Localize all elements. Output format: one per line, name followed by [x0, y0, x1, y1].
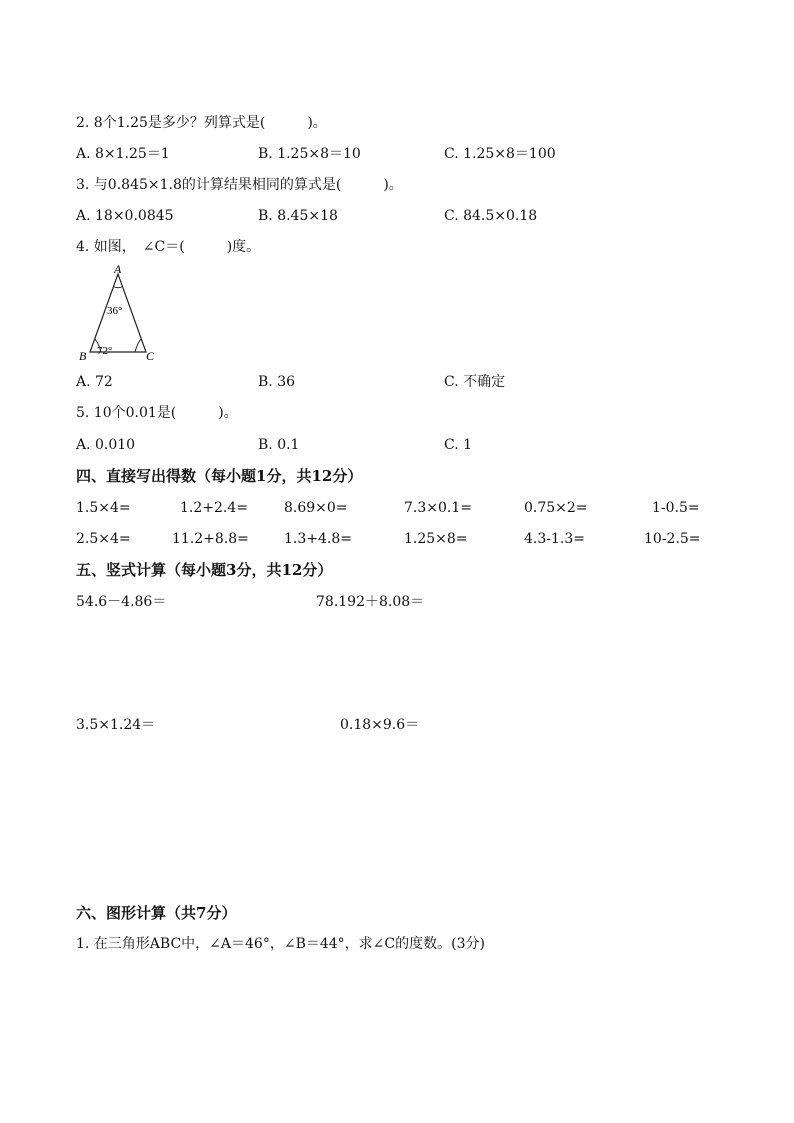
angle-c-arc [135, 339, 141, 352]
mental-calc-item: 10-2.5= [644, 531, 701, 547]
q4-option-c: C. 不确定 [444, 374, 506, 390]
q5-option-b: B. 0.1 [258, 437, 300, 453]
q2-option-b: B. 1.25×8＝10 [258, 146, 361, 162]
angle-a-arc [114, 287, 123, 288]
section6-title: 六、图形计算（共7分） [76, 904, 237, 922]
q3-option-c: C. 84.5×0.18 [444, 208, 538, 224]
q2-question: 2. 8个1.25是多少？列算式是( )。 [76, 115, 327, 131]
mental-calc-item: 1.2+2.4= [180, 500, 248, 516]
mental-calc-item: 1.3+4.8= [284, 531, 352, 547]
q5-question: 5. 10个0.01是( )。 [76, 405, 238, 421]
vertical-calc-item: 0.18×9.6＝ [340, 717, 420, 733]
section6-question-1: 1. 在三角形ABC中，∠A＝46°，∠B＝44°，求∠C的度数。(3分) [76, 936, 485, 952]
mental-calc-item: 7.3×0.1= [404, 500, 472, 516]
mental-calc-item: 4.3-1.3= [524, 531, 585, 547]
q4-option-a: A. 72 [76, 374, 113, 390]
mental-calc-item: 2.5×4= [76, 531, 131, 547]
q5-option-c: C. 1 [444, 437, 473, 453]
vertex-c-label: C [146, 349, 155, 363]
vertex-a-label: A [114, 262, 122, 276]
mental-calc-item: 8.69×0= [284, 500, 348, 516]
angle-a-label: 36° [107, 305, 123, 317]
q2-option-c: C. 1.25×8＝100 [444, 146, 556, 162]
q5-option-a: A. 0.010 [76, 437, 136, 453]
q3-option-b: B. 8.45×18 [258, 208, 338, 224]
q2-option-a: A. 8×1.25＝1 [76, 146, 170, 162]
angle-b-label: 72° [97, 345, 113, 357]
q3-question: 3. 与0.845×1.8的计算结果相同的算式是( )。 [76, 177, 403, 193]
triangle-figure [74, 262, 164, 366]
mental-calc-item: 11.2+8.8= [172, 531, 249, 547]
mental-calc-item: 1.5×4= [76, 500, 131, 516]
q3-option-a: A. 18×0.0845 [76, 208, 174, 224]
vertical-calc-item: 3.5×1.24＝ [76, 717, 156, 733]
vertex-b-label: B [79, 349, 87, 363]
mental-calc-item: 0.75×2= [524, 500, 588, 516]
mental-calc-item: 1-0.5= [652, 500, 700, 516]
vertical-calc-item: 78.192＋8.08＝ [316, 594, 425, 610]
q4-question: 4. 如图， ∠C＝( )度。 [76, 239, 261, 255]
mental-calc-item: 1.25×8= [404, 531, 468, 547]
q4-option-b: B. 36 [258, 374, 296, 390]
section5-title: 五、竖式计算（每小题3分，共12分） [76, 561, 333, 579]
section4-title: 四、直接写出得数（每小题1分，共12分） [76, 467, 363, 485]
vertical-calc-item: 54.6－4.86＝ [76, 594, 167, 610]
